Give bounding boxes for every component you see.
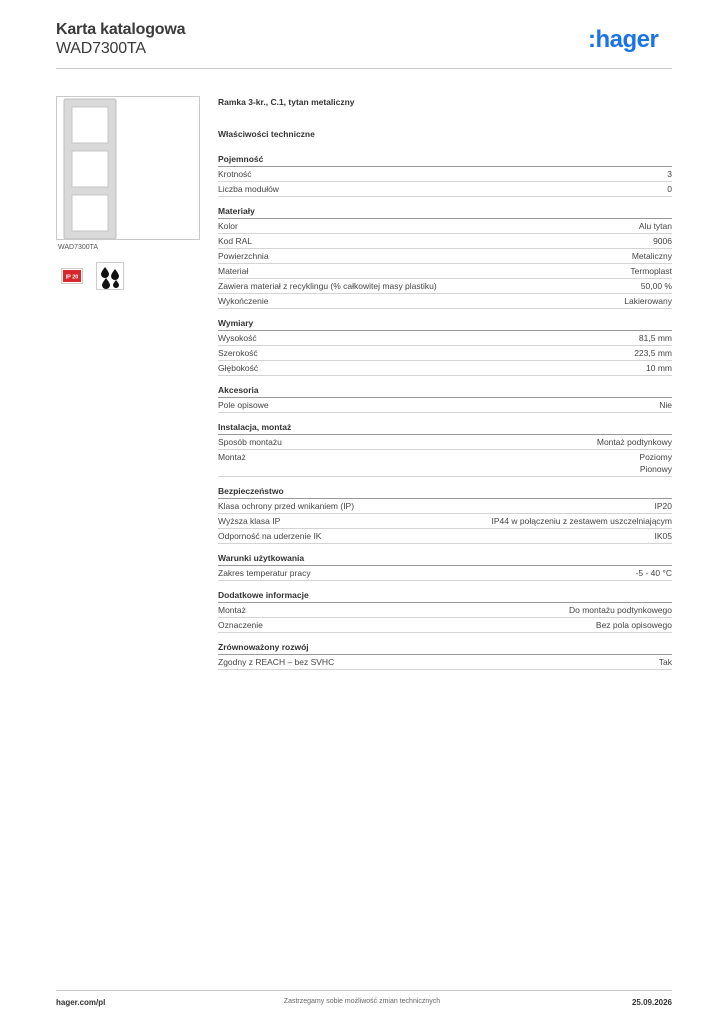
- spec-value-line: 81,5 mm: [638, 333, 672, 343]
- spec-label: Powierzchnia: [218, 251, 269, 261]
- spec-label: Materiał: [218, 266, 249, 276]
- spec-value: [646, 362, 672, 374]
- spec-value-line: Metaliczny: [631, 251, 672, 261]
- spec-group-title: Zrównoważony rozwój: [218, 641, 672, 655]
- spec-row: [218, 331, 672, 346]
- spec-row: [218, 450, 672, 477]
- spec-value: [653, 235, 672, 247]
- spec-group: [218, 205, 672, 309]
- spec-row: [218, 618, 672, 633]
- spec-value: [492, 515, 672, 527]
- spec-value-line: -5 - 40 °C: [635, 568, 672, 578]
- spec-value: [624, 295, 672, 307]
- spec-label: Pole opisowe: [218, 400, 269, 410]
- spec-value-line: 10 mm: [646, 363, 672, 373]
- spec-value: [639, 220, 672, 232]
- spec-group: [218, 485, 672, 544]
- spec-label: Oznaczenie: [218, 620, 263, 630]
- spec-group: [218, 317, 672, 376]
- spec-group: [218, 641, 672, 670]
- spec-group-title: Wymiary: [218, 317, 672, 331]
- spec-value: [636, 567, 672, 579]
- spec-group: [218, 552, 672, 581]
- spec-row: [218, 655, 672, 670]
- spec-label: Wykończenie: [218, 296, 269, 306]
- product-title: Ramka 3-kr., C.1, tytan metaliczny: [218, 97, 355, 107]
- spec-row: [218, 361, 672, 376]
- hager-logo: [588, 26, 672, 54]
- spec-value-line: 3: [667, 169, 672, 179]
- spec-row: [218, 346, 672, 361]
- spec-value-line: Bez pola opisowego: [595, 620, 672, 630]
- ip-class-badge: [61, 268, 83, 284]
- spec-label: Kod RAL: [218, 236, 253, 246]
- spec-value: [655, 500, 673, 512]
- spec-row: [218, 603, 672, 618]
- spec-label: Montaż: [218, 452, 246, 462]
- spec-label: Głębokość: [218, 363, 259, 373]
- spec-value-line: Pionowy: [639, 464, 672, 474]
- svg-text:IP 20: IP 20: [65, 274, 79, 281]
- spec-row: [218, 499, 672, 514]
- footer-website[interactable]: hager.com/pl: [56, 998, 106, 1007]
- spec-value-line: IK05: [654, 531, 672, 541]
- spec-row: [218, 264, 672, 279]
- page-header: [56, 20, 672, 68]
- spec-value: [659, 656, 672, 668]
- spec-value-line: Do montażu podtynkowego: [568, 605, 672, 615]
- spec-value-line: IP20: [654, 501, 672, 511]
- spec-group-title: Dodatkowe informacje: [218, 589, 672, 603]
- spec-label: Zgodny z REACH – bez SVHC: [218, 657, 335, 667]
- spec-value-line: Lakierowany: [624, 296, 672, 306]
- spec-value: [655, 530, 673, 542]
- spec-groups: [218, 153, 672, 670]
- spec-label: Krotność: [218, 169, 252, 179]
- spec-value-line: 50,00 %: [640, 281, 672, 291]
- spec-value: [630, 265, 672, 277]
- spec-group-title: Pojemność: [218, 153, 672, 167]
- spec-row: [218, 435, 672, 450]
- spec-group-title: Bezpieczeństwo: [218, 485, 672, 499]
- spec-value: [569, 604, 672, 616]
- header-divider: [56, 68, 672, 69]
- spec-row: [218, 529, 672, 544]
- spec-group: [218, 421, 672, 477]
- spec-row: [218, 294, 672, 309]
- document-title: Karta katalogowa: [56, 21, 186, 38]
- spec-group-title: Materiały: [218, 205, 672, 219]
- footer-date: 25.09.2026: [631, 998, 672, 1007]
- spec-row: [218, 514, 672, 529]
- spec-group-title: Instalacja, montaż: [218, 421, 672, 435]
- spec-row: [218, 182, 672, 197]
- product-code: WAD7300TA: [56, 40, 146, 57]
- spec-value: [639, 332, 672, 344]
- spec-value-line: Montaż podtynkowy: [596, 437, 672, 447]
- footer-note: Zastrzegamy sobie możliwość zmian technicznych: [283, 998, 441, 1005]
- spec-value: [596, 619, 672, 631]
- spec-label: Sposób montażu: [218, 437, 282, 447]
- spec-group: [218, 153, 672, 197]
- spec-label: Montaż: [218, 605, 246, 615]
- spec-value-line: Alu tytan: [638, 221, 672, 231]
- spec-value: [632, 250, 672, 262]
- spec-value: [667, 168, 672, 180]
- spec-value-line: Nie: [659, 400, 672, 410]
- frame-3-gang-image: [57, 97, 199, 239]
- spec-group-title: Akcesoria: [218, 384, 672, 398]
- spec-value: [641, 280, 672, 292]
- spec-label: Zawiera materiał z recyklingu (% całkowitej masy plastiku): [218, 281, 437, 291]
- spec-value-line: 0: [667, 184, 672, 194]
- spec-label: Wyższa klasa IP: [218, 516, 281, 526]
- spec-value: [597, 436, 672, 448]
- svg-text::hager: :hager: [588, 26, 659, 53]
- spec-value: [634, 347, 672, 359]
- section-heading: Właściwości techniczne: [218, 129, 315, 139]
- spec-value-line: Tak: [658, 657, 672, 667]
- spec-row: [218, 249, 672, 264]
- footer-divider: [56, 990, 672, 991]
- spec-row: [218, 219, 672, 234]
- spec-row: [218, 167, 672, 182]
- spec-value-line: 223,5 mm: [634, 348, 672, 358]
- spec-label: Liczba modułów: [218, 184, 279, 194]
- image-caption: WAD7300TA: [58, 244, 99, 251]
- spec-value-line: IP44 w połączeniu z zestawem uszczelniającym: [491, 516, 672, 526]
- product-image: [56, 96, 200, 240]
- spec-row: [218, 234, 672, 249]
- spec-group: [218, 589, 672, 633]
- spec-label: Klasa ochrony przed wnikaniem (IP): [218, 501, 355, 511]
- spec-label: Kolor: [218, 221, 238, 231]
- spec-value: [639, 451, 672, 475]
- spec-row: [218, 566, 672, 581]
- spec-value-line: 9006: [653, 236, 672, 246]
- spec-label: Odporność na uderzenie IK: [218, 531, 322, 541]
- spec-group-title: Warunki użytkowania: [218, 552, 672, 566]
- spec-value: [659, 399, 672, 411]
- spec-value-line: Termoplast: [630, 266, 672, 276]
- spec-label: Zakres temperatur pracy: [218, 568, 311, 578]
- spec-label: Szerokość: [218, 348, 258, 358]
- spec-content: [218, 95, 672, 678]
- spec-value: [667, 183, 672, 195]
- spec-group: [218, 384, 672, 413]
- spec-row: [218, 398, 672, 413]
- spec-value-line: Poziomy: [639, 452, 672, 462]
- spec-row: [218, 279, 672, 294]
- spec-label: Wysokość: [218, 333, 257, 343]
- water-drops-icon: [96, 262, 124, 290]
